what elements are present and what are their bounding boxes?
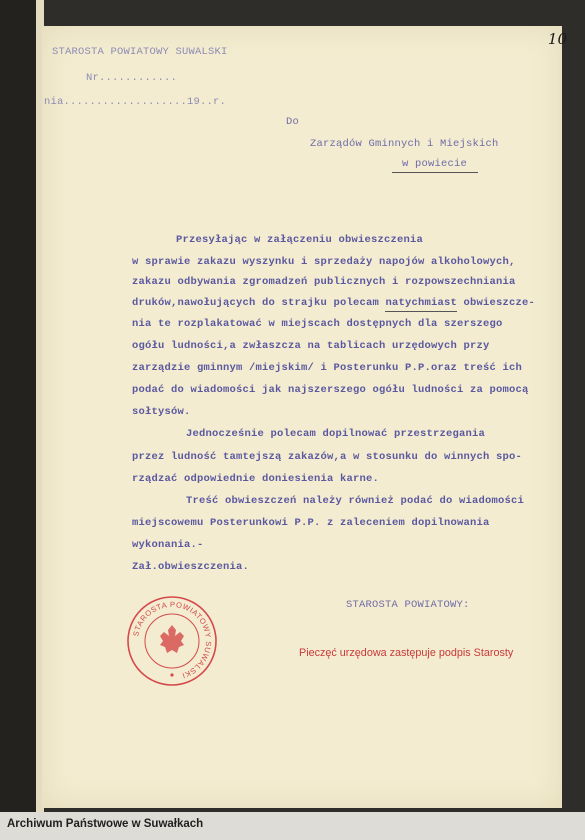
binding-strip: [0, 0, 36, 812]
archive-footer-text: Archiwum Państwowe w Suwałkach: [7, 818, 204, 830]
body-line-7: zarządzie gminnym /miejskim/ i Posterunku P.P.oraz treść ich: [132, 362, 523, 374]
body-line-8: podać do wiadomości jak najszerszego ogółu ludności za pomocą: [132, 384, 529, 396]
body-line-6: ogółu ludności,a zwłaszcza na tablicach urzędowych przy: [132, 340, 490, 352]
letterhead-number: Nr............: [86, 72, 178, 84]
archive-footer-bar: [0, 812, 585, 840]
body-line-12: rządzać odpowiednie doniesienia karne.: [132, 473, 380, 485]
official-seal: [126, 595, 218, 687]
body-line-15: wykonania.-: [132, 539, 204, 551]
body-line-3: zakazu odbywania zgromadzeń publicznych i rozpowszechniania: [132, 276, 516, 288]
letterhead-office: STAROSTA POWIATOWY SUWALSKI: [52, 46, 228, 58]
body-line-2: w sprawie zakazu wyszynku i sprzedaży napojów alkoholowych,: [132, 256, 516, 268]
body-line-13: Treść obwieszczeń należy również podać do wiadomości: [186, 495, 525, 507]
seal-text: STAROSTA POWIATOWY SUWALSKI: [131, 599, 214, 681]
page-number: 10: [547, 30, 567, 48]
body-line-11: przez ludność tamtejszą zakazów,a w stosunku do winnych spo-: [132, 451, 523, 463]
eagle-icon: [160, 625, 184, 653]
body-line-14: miejscowemu Posterunkowi P.P. z zaleceniem dopilnowania: [132, 517, 490, 529]
emphasis-underline: [385, 311, 457, 312]
attachment-note: Zał.obwieszczenia.: [132, 561, 250, 573]
body-line-9: sołtysów.: [132, 406, 191, 418]
recipient-district: w powiecie: [402, 158, 468, 170]
body-line-1: Przesyłając w załączeniu obwieszczenia: [176, 234, 424, 246]
stamp-note: Pieczęć urzędowa zastępuje podpis Starosty: [299, 647, 514, 659]
signature-title: STAROSTA POWIATOWY:: [346, 599, 470, 611]
letterhead-date: nia...................19..r.: [44, 96, 227, 108]
district-underline: [392, 172, 478, 173]
recipient-to: Do: [286, 116, 300, 128]
recipient-addressee: Zarządów Gminnych i Miejskich: [310, 138, 499, 150]
body-line-4: druków,nawołujących do strajku polecam natychmiast obwieszcze-: [132, 297, 536, 309]
body-line-5: nia te rozplakatować w miejscach dostępnych dla szerszego: [132, 318, 503, 330]
body-line-10: Jednocześnie polecam dopilnować przestrzegania: [186, 428, 486, 440]
